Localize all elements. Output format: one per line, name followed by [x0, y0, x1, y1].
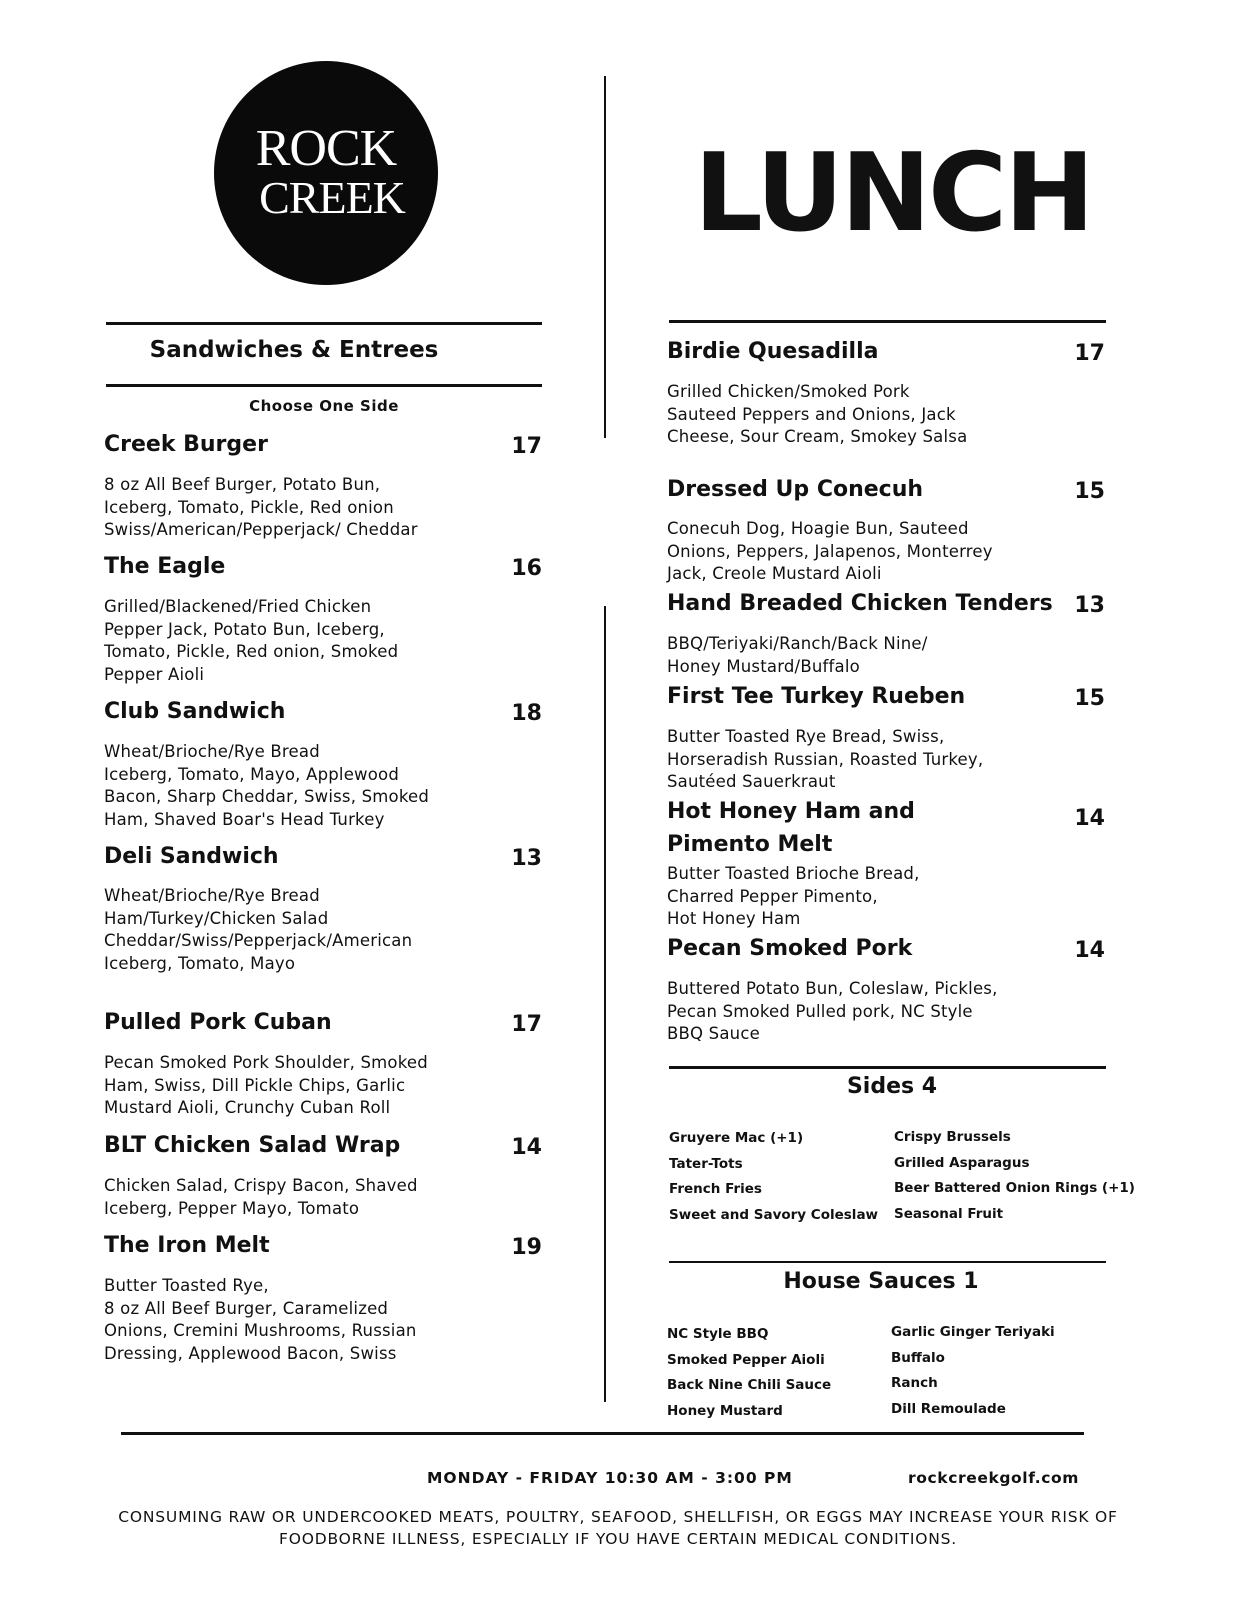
menu-item-description: BBQ/Teriyaki/Ranch/Back Nine/ Honey Mustard/Buffalo [667, 634, 928, 676]
menu-item-name: Club Sandwich [104, 699, 286, 724]
section-title: Sandwiches & Entrees [149, 337, 439, 363]
sides-title: Sides 4 [846, 1074, 938, 1099]
menu-item-price: 17 [511, 1012, 542, 1037]
sauce-item: Garlic Ginger Teriyaki [891, 1324, 1055, 1340]
sauces-list-left [667, 1322, 831, 1424]
menu-item-price: 14 [1074, 938, 1105, 963]
menu-item-description: Conecuh Dog, Hoagie Bun, Sauteed Onions, Peppers, Jalapenos, Monterrey Jack, Creole Mustard Aioli [667, 519, 993, 584]
sauce-item: NC Style BBQ [667, 1326, 769, 1342]
page-title: LUNCH [694, 131, 1092, 256]
menu-item-description: Pecan Smoked Pork Shoulder, Smoked Ham, Swiss, Dill Pickle Chips, Garlic Mustard Aioli, Crunchy Cuban Roll [104, 1053, 428, 1118]
menu-item-name: Hot Honey Ham and Pimento Melt [667, 799, 915, 857]
menu-item-price: 15 [1074, 479, 1105, 504]
sides-rule [669, 1066, 1106, 1069]
menu-item-price: 13 [511, 846, 542, 871]
menu-item-name: Creek Burger [104, 432, 268, 457]
menu-item-price: 18 [511, 701, 542, 726]
menu-item-description: Butter Toasted Rye Bread, Swiss, Horseradish Russian, Roasted Turkey, Sautéed Sauerkraut [667, 727, 984, 792]
sauces-title: House Sauces 1 [783, 1269, 979, 1294]
menu-item-price: 19 [511, 1235, 542, 1260]
side-item: Beer Battered Onion Rings (+1) [894, 1180, 1135, 1196]
menu-item-price: 17 [511, 434, 542, 459]
disclaimer-line: CONSUMING RAW OR UNDERCOOKED MEATS, POULTRY, SEAFOOD, SHELLFISH, OR EGGS MAY INCREASE YOUR RISK OF [118, 1508, 1118, 1526]
side-item: Gruyere Mac (+1) [669, 1130, 804, 1146]
sauces-rule [669, 1261, 1106, 1263]
menu-item-name: Birdie Quesadilla [667, 339, 879, 364]
sauce-item: Smoked Pepper Aioli [667, 1351, 825, 1368]
sauce-item: Buffalo [891, 1349, 945, 1366]
menu-item-name: Pecan Smoked Pork [667, 936, 913, 961]
side-item: Seasonal Fruit [894, 1205, 1004, 1222]
sauce-item: Honey Mustard [667, 1402, 783, 1419]
side-item: Sweet and Savory Coleslaw [669, 1206, 879, 1223]
section-subtitle: Choose One Side [249, 397, 399, 415]
section-rule-top [106, 322, 542, 325]
logo-text-creek: CREEK [259, 172, 405, 223]
menu-item-name: Dressed Up Conecuh [667, 477, 924, 502]
hours-text: MONDAY - FRIDAY 10:30 AM - 3:00 PM [427, 1469, 793, 1487]
menu-item-name: Deli Sandwich [104, 844, 279, 869]
menu-item-price: 13 [1074, 593, 1105, 618]
disclaimer-line: FOODBORNE ILLNESS, ESPECIALLY IF YOU HAVE CERTAIN MEDICAL CONDITIONS. [279, 1530, 957, 1548]
rock-creek-logo-mark [214, 61, 438, 285]
disclaimer [60, 1506, 1176, 1550]
menu-item-name: BLT Chicken Salad Wrap [104, 1133, 401, 1158]
menu-item-description: Butter Toasted Brioche Bread, Charred Pepper Pimento, Hot Honey Ham [667, 864, 920, 929]
right-section-rule-top [669, 320, 1106, 323]
menu-item-description: Grilled Chicken/Smoked Pork Sauteed Peppers and Onions, Jack Cheese, Sour Cream, Smokey Salsa [667, 382, 968, 447]
sauces-list-right [891, 1320, 1055, 1422]
menu-item-description: Butter Toasted Rye, 8 oz All Beef Burger, Caramelized Onions, Cremini Mushrooms, Russian Dressing, Applewood Bacon, Swiss [104, 1276, 417, 1363]
footer-rule [121, 1432, 1084, 1435]
column-divider-bottom [604, 606, 606, 1402]
menu-item-description: Chicken Salad, Crispy Bacon, Shaved Iceberg, Pepper Mayo, Tomato [104, 1176, 418, 1218]
menu-item-name: First Tee Turkey Rueben [667, 684, 966, 709]
side-item: Tater-Tots [669, 1155, 743, 1172]
menu-item-description: Buttered Potato Bun, Coleslaw, Pickles, Pecan Smoked Pulled pork, NC Style BBQ Sauce [667, 979, 998, 1044]
sauce-item: Dill Remoulade [891, 1400, 1006, 1417]
menu-item-price: 15 [1074, 686, 1105, 711]
sauce-item: Ranch [891, 1375, 938, 1391]
menu-item-price: 14 [1074, 806, 1105, 831]
menu-item-description: Wheat/Brioche/Rye Bread Iceberg, Tomato, Mayo, Applewood Bacon, Sharp Cheddar, Swiss, Smoked Ham, Shaved Boar's Head Turkey [104, 742, 430, 829]
side-item: Crispy Brussels [894, 1129, 1011, 1145]
website-link[interactable]: rockcreekgolf.com [908, 1469, 1079, 1487]
section-rule-bottom [106, 384, 542, 387]
menu-item-price: 14 [511, 1135, 542, 1160]
menu-item-name: The Iron Melt [104, 1233, 270, 1258]
sides-list-right [894, 1125, 1135, 1227]
menu-item-description: 8 oz All Beef Burger, Potato Bun, Iceberg, Tomato, Pickle, Red onion Swiss/American/Pepperjack/ Cheddar [104, 475, 418, 540]
menu-item-price: 17 [1074, 341, 1105, 366]
menu-item-name: Pulled Pork Cuban [104, 1010, 332, 1035]
menu-item-name: Hand Breaded Chicken Tenders [667, 591, 1053, 616]
logo-text-rock: ROCK [255, 120, 397, 177]
side-item: Grilled Asparagus [894, 1154, 1030, 1171]
menu-item-description: Wheat/Brioche/Rye Bread Ham/Turkey/Chicken Salad Cheddar/Swiss/Pepperjack/American Iceberg, Tomato, Mayo [104, 886, 413, 973]
menu-item-name: The Eagle [104, 554, 226, 579]
sides-list-left [669, 1126, 878, 1228]
column-divider-top [604, 76, 606, 438]
side-item: French Fries [669, 1181, 762, 1197]
sauce-item: Back Nine Chili Sauce [667, 1377, 832, 1393]
menu-item-description: Grilled/Blackened/Fried Chicken Pepper Jack, Potato Bun, Iceberg, Tomato, Pickle, Red onion, Smoked Pepper Aioli [104, 597, 399, 684]
menu-item-price: 16 [511, 556, 542, 581]
rock-creek-logo [214, 61, 438, 285]
